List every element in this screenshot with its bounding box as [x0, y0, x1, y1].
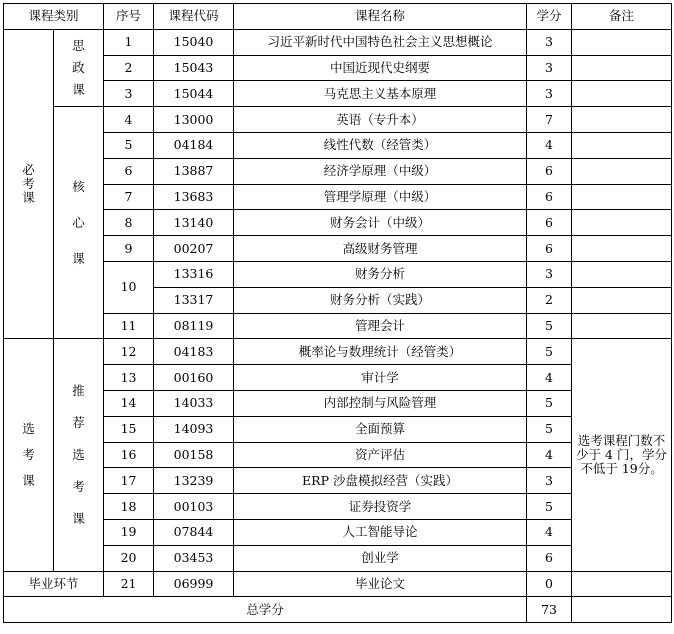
cell-code: 07844 [154, 519, 234, 545]
cell-credit: 6 [527, 184, 572, 210]
category-required: 必 考 课 [4, 29, 54, 339]
cell-name: 马克思主义基本原理 [234, 81, 527, 107]
cell-credit: 4 [527, 365, 572, 391]
cell-name: 全面预算 [234, 416, 527, 442]
table-row [4, 236, 672, 262]
cell-remark [572, 29, 672, 55]
cell-code: 14033 [154, 390, 234, 416]
cell-code: 15044 [154, 81, 234, 107]
table-row [4, 339, 672, 365]
header-name: 课程名称 [234, 4, 527, 30]
total-label: 总学分 [4, 597, 527, 623]
cell-credit: 3 [527, 261, 572, 287]
header-seq: 序号 [104, 4, 154, 30]
table-row [4, 261, 672, 287]
cell-credit: 5 [527, 416, 572, 442]
cell-credit: 5 [527, 494, 572, 520]
cell-credit: 0 [527, 571, 572, 597]
cell-seq: 9 [104, 236, 154, 262]
cell-code: 08119 [154, 313, 234, 339]
cell-name: 审计学 [234, 365, 527, 391]
header-credit: 学分 [527, 4, 572, 30]
cell-name: 人工智能导论 [234, 519, 527, 545]
cell-remark [572, 132, 672, 158]
subcategory-political: 思 政 课 [54, 29, 104, 106]
cell-remark [572, 236, 672, 262]
table-row [4, 519, 672, 545]
table-row [4, 494, 672, 520]
cell-credit: 4 [527, 442, 572, 468]
total-row [4, 597, 672, 623]
cell-remark [572, 571, 672, 597]
cell-code: 13683 [154, 184, 234, 210]
header-code: 课程代码 [154, 4, 234, 30]
table-row [4, 390, 672, 416]
cell-code: 04183 [154, 339, 234, 365]
cell-seq: 5 [104, 132, 154, 158]
cell-code: 13317 [154, 287, 234, 313]
table-row [4, 158, 672, 184]
table-row [4, 365, 672, 391]
cell-code: 00160 [154, 365, 234, 391]
curriculum-table [3, 3, 672, 623]
cell-remark [572, 597, 672, 623]
cell-seq: 18 [104, 494, 154, 520]
cell-credit: 6 [527, 158, 572, 184]
table-row [4, 29, 672, 55]
table-row [4, 571, 672, 597]
cell-name: 中国近现代史纲要 [234, 55, 527, 81]
cell-seq: 15 [104, 416, 154, 442]
header-remark: 备注 [572, 4, 672, 30]
cell-name: 财务分析 [234, 261, 527, 287]
cell-remark [572, 210, 672, 236]
table-row [4, 442, 672, 468]
category-elective: 选 考 课 [4, 339, 54, 571]
cell-seq: 10 [104, 261, 154, 313]
subcategory-recommended: 推 荐 选 考 课 [54, 339, 104, 571]
cell-remark [572, 261, 672, 287]
cell-name: 证券投资学 [234, 494, 527, 520]
cell-seq: 14 [104, 390, 154, 416]
cell-credit: 7 [527, 107, 572, 133]
elective-remark: 选考课程门数不少于 4 门，学分不低于 19分。 [572, 339, 672, 571]
cell-name: 管理会计 [234, 313, 527, 339]
cell-name: 财务分析（实践） [234, 287, 527, 313]
cell-name: 财务会计（中级） [234, 210, 527, 236]
cell-seq: 6 [104, 158, 154, 184]
cell-code: 00207 [154, 236, 234, 262]
cell-seq: 12 [104, 339, 154, 365]
cell-seq: 3 [104, 81, 154, 107]
cell-remark [572, 158, 672, 184]
cell-code: 04184 [154, 132, 234, 158]
cell-credit: 6 [527, 545, 572, 571]
cell-name: 创业学 [234, 545, 527, 571]
subcategory-core: 核 心 课 [54, 107, 104, 339]
cell-credit: 5 [527, 313, 572, 339]
cell-code: 13140 [154, 210, 234, 236]
cell-code: 13239 [154, 468, 234, 494]
cell-seq: 7 [104, 184, 154, 210]
header-row [4, 4, 672, 30]
cell-code: 00158 [154, 442, 234, 468]
cell-credit: 3 [527, 81, 572, 107]
cell-seq: 13 [104, 365, 154, 391]
cell-credit: 6 [527, 210, 572, 236]
cell-credit: 3 [527, 468, 572, 494]
cell-code: 15043 [154, 55, 234, 81]
cell-name: 毕业论文 [234, 571, 527, 597]
cell-name: 高级财务管理 [234, 236, 527, 262]
cell-seq: 2 [104, 55, 154, 81]
cell-seq: 20 [104, 545, 154, 571]
cell-name: 资产评估 [234, 442, 527, 468]
header-category: 课程类别 [4, 4, 104, 30]
cell-name: 英语（专升本） [234, 107, 527, 133]
cell-code: 14093 [154, 416, 234, 442]
cell-credit: 2 [527, 287, 572, 313]
table-row [4, 313, 672, 339]
cell-remark [572, 313, 672, 339]
cell-credit: 4 [527, 519, 572, 545]
cell-seq: 4 [104, 107, 154, 133]
cell-name: 管理学原理（中级） [234, 184, 527, 210]
table-row [4, 81, 672, 107]
cell-code: 13316 [154, 261, 234, 287]
cell-seq: 11 [104, 313, 154, 339]
cell-code: 00103 [154, 494, 234, 520]
cell-code: 13887 [154, 158, 234, 184]
cell-name: 习近平新时代中国特色社会主义思想概论 [234, 29, 527, 55]
cell-credit: 5 [527, 339, 572, 365]
cell-code: 15040 [154, 29, 234, 55]
table-row [4, 132, 672, 158]
cell-credit: 5 [527, 390, 572, 416]
total-value: 73 [527, 597, 572, 623]
cell-seq: 16 [104, 442, 154, 468]
cell-remark [572, 184, 672, 210]
table-row [4, 468, 672, 494]
cell-name: 内部控制与风险管理 [234, 390, 527, 416]
cell-credit: 4 [527, 132, 572, 158]
cell-code: 06999 [154, 571, 234, 597]
cell-seq: 19 [104, 519, 154, 545]
cell-name: 线性代数（经管类） [234, 132, 527, 158]
cell-remark [572, 55, 672, 81]
cell-seq: 1 [104, 29, 154, 55]
table-row [4, 210, 672, 236]
cell-seq: 8 [104, 210, 154, 236]
cell-remark [572, 81, 672, 107]
cell-remark [572, 287, 672, 313]
table-row [4, 55, 672, 81]
cell-code: 13000 [154, 107, 234, 133]
cell-remark [572, 107, 672, 133]
cell-seq: 21 [104, 571, 154, 597]
cell-name: ERP 沙盘模拟经营（实践） [234, 468, 527, 494]
table-row [4, 545, 672, 571]
cell-seq: 17 [104, 468, 154, 494]
cell-credit: 6 [527, 236, 572, 262]
category-graduation: 毕业环节 [4, 571, 104, 597]
cell-credit: 3 [527, 55, 572, 81]
table-row [4, 107, 672, 133]
table-row [4, 416, 672, 442]
cell-name: 概率论与数理统计（经管类） [234, 339, 527, 365]
cell-name: 经济学原理（中级） [234, 158, 527, 184]
table-row [4, 184, 672, 210]
cell-code: 03453 [154, 545, 234, 571]
cell-credit: 3 [527, 29, 572, 55]
